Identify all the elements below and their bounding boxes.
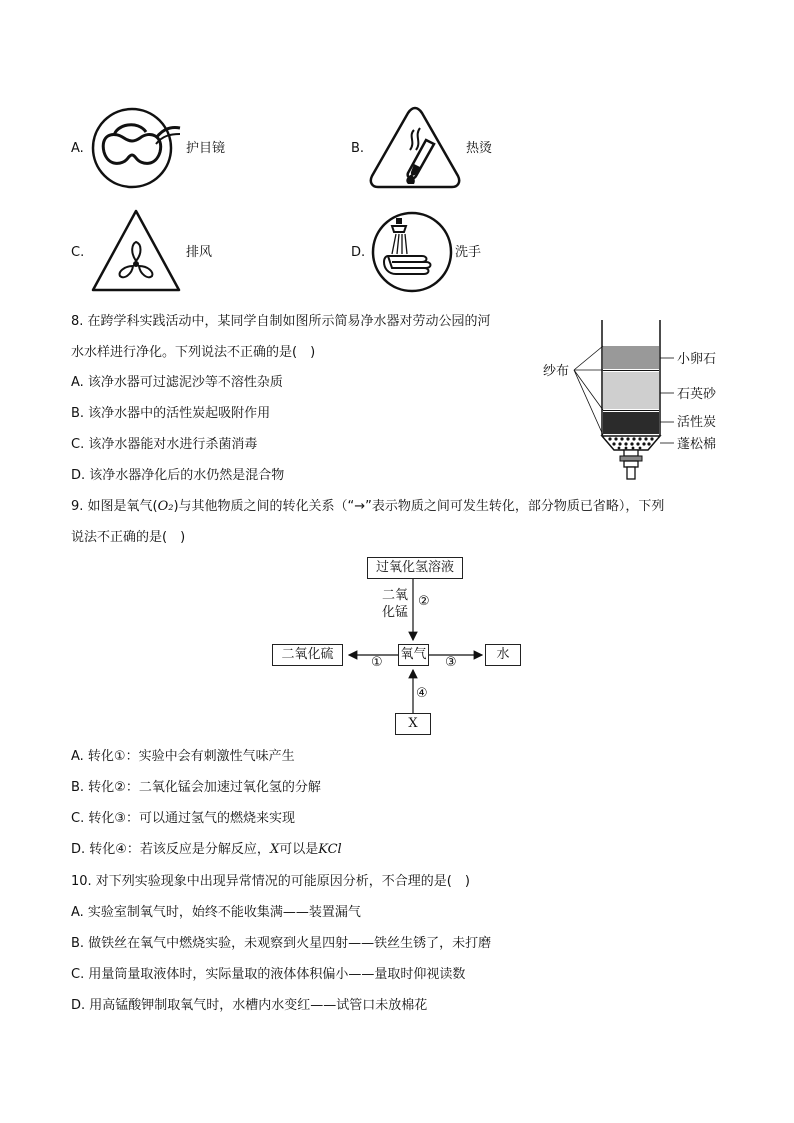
answer-option-a: A. 实验室制氧气时，始终不能收集满——装置漏气 — [71, 905, 361, 920]
answer-option-c: C. 用量筒量取液体时，实际量取的液体体积偏小——量取时仰视读数 — [71, 967, 466, 982]
answer-option-d: D. 该净水器净化后的水仍然是混合物 — [71, 468, 285, 483]
oxygen-box: 氧气 — [398, 644, 429, 666]
layer-label-quartz-sand: 石英砂 — [677, 387, 717, 402]
layer-label-pebbles: 小卵石 — [677, 352, 717, 367]
mark-1: ① — [371, 655, 383, 670]
oxygen-formula: O₂ — [157, 499, 174, 514]
hydrogen-peroxide-box: 过氧化氢溶液 — [367, 557, 463, 579]
x-box: X — [395, 713, 431, 735]
mark-4: ④ — [416, 686, 428, 701]
option-letter: B. — [351, 141, 365, 156]
question-stem: 8. 在跨学科实践活动中，某同学自制如图所示简易净水器对劳动公园的河 — [71, 314, 491, 329]
option-label: 热烫 — [466, 141, 493, 156]
answer-option-d: D. 转化④：若该反应是分解反应，X可以是KCl — [71, 842, 342, 857]
catalyst-label: 化锰 — [382, 605, 409, 620]
option-letter: D. — [351, 245, 366, 260]
answer-option-b: B. 转化②：二氧化锰会加速过氧化氢的分解 — [71, 780, 321, 795]
answer-option-b: B. 该净水器中的活性炭起吸附作用 — [71, 406, 271, 421]
kcl-formula: KCl — [318, 842, 342, 857]
question-stem: 9. 如图是氧气(O₂)与其他物质之间的转化关系（“→”表示物质之间可发生转化，部分物质已省略），下列 — [71, 499, 665, 514]
option-label: 洗手 — [455, 245, 482, 260]
question-stem: 水水样进行净化。下列说法不正确的是( ) — [71, 345, 316, 360]
answer-option-a: A. 该净水器可过滤泥沙等不溶性杂质 — [71, 375, 283, 390]
layer-label-cotton: 蓬松棉 — [677, 437, 717, 452]
layer-label-activated-carbon: 活性炭 — [677, 415, 717, 430]
water-box: 水 — [485, 644, 521, 666]
answer-option-d: D. 用高锰酸钾制取氧气时，水槽内水变红——试管口未放棉花 — [71, 998, 428, 1013]
option-letter: A. — [71, 141, 84, 156]
catalyst-label: 二氧 — [382, 588, 409, 603]
answer-option-c: C. 该净水器能对水进行杀菌消毒 — [71, 437, 258, 452]
question-stem: 10. 对下列实验现象中出现异常情况的可能原因分析，不合理的是( ) — [71, 874, 470, 889]
question-stem: 说法不正确的是( ) — [71, 530, 186, 545]
mark-2: ② — [418, 594, 430, 609]
sulfur-dioxide-box: 二氧化硫 — [272, 644, 343, 666]
option-label: 排风 — [186, 245, 213, 260]
mark-3: ③ — [445, 655, 457, 670]
gauze-label: 纱布 — [543, 364, 570, 379]
answer-option-b: B. 做铁丝在氧气中燃烧实验，未观察到火星四射——铁丝生锈了，未打磨 — [71, 936, 492, 951]
option-letter: C. — [71, 245, 85, 260]
option-label: 护目镜 — [186, 141, 226, 156]
answer-option-c: C. 转化③：可以通过氢气的燃烧来实现 — [71, 811, 295, 826]
answer-option-a: A. 转化①：实验中会有刺激性气味产生 — [71, 749, 295, 764]
